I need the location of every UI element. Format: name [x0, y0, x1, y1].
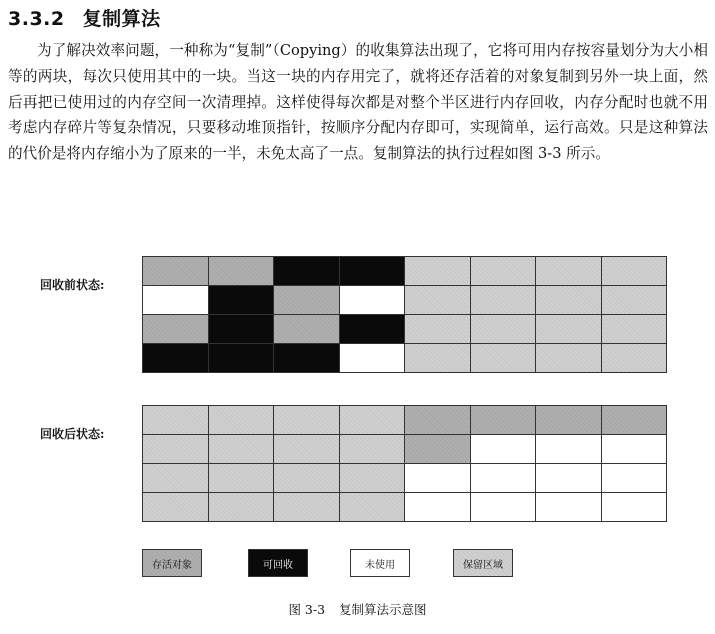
memory-cell-free — [471, 464, 537, 493]
memory-cell-reserve — [536, 315, 602, 344]
memory-grid-before — [142, 256, 667, 373]
memory-cell-reserve — [471, 257, 537, 286]
memory-cell-reserve — [274, 435, 340, 464]
memory-cell-reserve — [602, 257, 668, 286]
memory-cell-free — [536, 464, 602, 493]
memory-cell-free — [536, 435, 602, 464]
memory-cell-dead — [209, 315, 275, 344]
memory-cell-alive — [405, 406, 471, 435]
memory-cell-reserve — [209, 435, 275, 464]
before-state-label: 回收前状态: — [40, 278, 105, 292]
memory-cell-reserve — [536, 344, 602, 373]
caption-number: 图 3-3 — [288, 602, 326, 617]
memory-cell-reserve — [405, 286, 471, 315]
memory-cell-reserve — [143, 464, 209, 493]
memory-cell-dead — [274, 344, 340, 373]
memory-cell-reserve — [602, 286, 668, 315]
memory-cell-reserve — [274, 464, 340, 493]
memory-cell-alive — [209, 257, 275, 286]
memory-cell-alive — [602, 406, 668, 435]
memory-cell-reserve — [536, 257, 602, 286]
memory-cell-reserve — [471, 315, 537, 344]
memory-grid-after — [142, 405, 667, 522]
memory-cell-free — [471, 435, 537, 464]
memory-cell-free — [340, 286, 406, 315]
legend-unused: 未使用 — [350, 549, 410, 577]
memory-cell-reserve — [143, 493, 209, 522]
memory-cell-dead — [209, 286, 275, 315]
memory-cell-reserve — [340, 464, 406, 493]
figure-caption — [0, 600, 715, 618]
memory-cell-alive — [274, 286, 340, 315]
memory-cell-reserve — [602, 344, 668, 373]
memory-cell-reserve — [209, 406, 275, 435]
memory-cell-reserve — [209, 464, 275, 493]
memory-cell-reserve — [405, 344, 471, 373]
section-heading — [8, 4, 161, 31]
legend-reclaimable: 可回收 — [248, 549, 308, 577]
memory-cell-reserve — [143, 406, 209, 435]
legend-alive: 存活对象 — [142, 549, 202, 577]
memory-cell-dead — [340, 315, 406, 344]
memory-cell-reserve — [340, 406, 406, 435]
memory-cell-reserve — [340, 493, 406, 522]
memory-cell-reserve — [274, 406, 340, 435]
memory-cell-reserve — [471, 286, 537, 315]
memory-cell-reserve — [340, 435, 406, 464]
memory-cell-free — [602, 493, 668, 522]
memory-cell-free — [471, 493, 537, 522]
memory-cell-free — [405, 493, 471, 522]
memory-cell-free — [143, 286, 209, 315]
memory-cell-free — [405, 464, 471, 493]
caption-text: 复制算法示意图 — [339, 602, 427, 617]
section-number: 3.3.2 — [8, 8, 65, 30]
memory-cell-alive — [471, 406, 537, 435]
memory-cell-dead — [274, 257, 340, 286]
legend-reserved: 保留区域 — [453, 549, 513, 577]
section-title: 复制算法 — [82, 8, 161, 30]
memory-cell-dead — [143, 344, 209, 373]
memory-cell-alive — [405, 435, 471, 464]
memory-cell-reserve — [471, 344, 537, 373]
memory-cell-free — [602, 464, 668, 493]
memory-cell-dead — [340, 257, 406, 286]
memory-cell-free — [536, 493, 602, 522]
memory-cell-reserve — [536, 286, 602, 315]
memory-cell-reserve — [602, 315, 668, 344]
memory-cell-free — [340, 344, 406, 373]
memory-cell-dead — [209, 344, 275, 373]
memory-cell-alive — [274, 315, 340, 344]
memory-cell-alive — [143, 315, 209, 344]
memory-cell-alive — [536, 406, 602, 435]
memory-cell-reserve — [405, 257, 471, 286]
body-paragraph: 为了解决效率问题，一种称为“复制”（Copying）的收集算法出现了，它将可用内存按容量划分为大小相等的两块，每次只使用其中的一块。当这一块的内存用完了，就将还存活着的对象复制到另外一块上面，然后再把已使用过的内存空间一次清理掉。这样使得每次都是对整个半区进行内存回收，内存分配时也就不用考虑内存碎片等复杂情况，只要移动堆顶指针，按顺序分配内存即可，实现简单，运行高效。只是这种算法的代价是将内存缩小为了原来的一半，未免太高了一点。复制算法的执行过程如图 3-3 所示。 — [8, 42, 708, 163]
memory-cell-reserve — [209, 493, 275, 522]
memory-cell-reserve — [274, 493, 340, 522]
memory-cell-reserve — [405, 315, 471, 344]
memory-cell-reserve — [143, 435, 209, 464]
memory-cell-free — [602, 435, 668, 464]
after-state-label: 回收后状态: — [40, 427, 105, 441]
memory-cell-alive — [143, 257, 209, 286]
